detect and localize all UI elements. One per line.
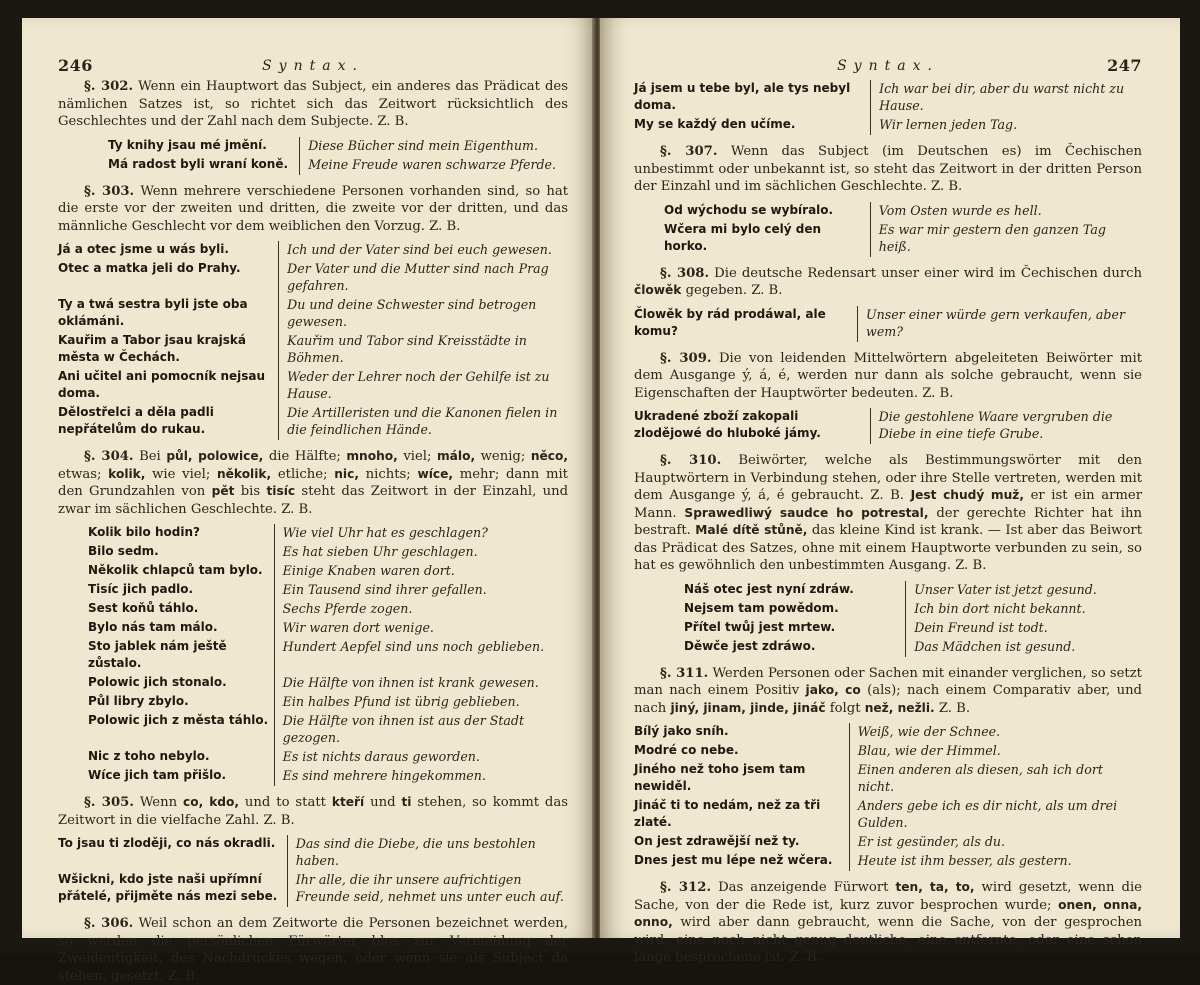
section-305 [58, 794, 568, 829]
german-translation: Anders gebe ich es dir nicht, als um drei Gulden. [849, 797, 1142, 833]
german-translation: Unser einer würde gern verkaufen, aber wem? [858, 306, 1142, 342]
czech-term: než, nežli. [864, 700, 935, 715]
example-row [58, 835, 568, 871]
text: Bei [139, 449, 167, 464]
text: etwas; [58, 466, 109, 482]
left-page-header [58, 56, 568, 78]
example-row [58, 404, 568, 440]
czech-term: kteří [331, 795, 365, 809]
right-page [600, 18, 1180, 965]
german-translation: Du und deine Schwester sind betrogen gewesen. [279, 296, 568, 332]
section-310 [634, 452, 1142, 575]
czech-example: Já jsem u tebe byl, ale tys nebyl doma. [634, 81, 851, 112]
section-number: §. 302. [84, 79, 134, 94]
example-row [58, 296, 568, 332]
running-head: Syntax. [262, 58, 364, 74]
german-translation: Wie viel Uhr hat es geschlagen? [274, 524, 568, 543]
german-translation: Sechs Pferde zogen. [274, 600, 568, 619]
section-number: §. 309. [660, 350, 712, 366]
german-translation: Ich war bei dir, aber du warst nicht zu Hause. [871, 80, 1142, 116]
german-translation: Ich und der Vater sind bei euch gewesen. [279, 241, 568, 260]
example-row [58, 674, 568, 693]
czech-example: Nejsem tam powědom. [684, 600, 839, 615]
czech-term: co, kdo, [183, 795, 240, 809]
czech-term: nic, [334, 466, 359, 481]
czech-example: On jest zdrawější než ty. [634, 834, 800, 848]
example-table-311 [634, 723, 1142, 871]
czech-term: Sprawedliwý saudce ho potrestal, [684, 505, 929, 520]
example-row [634, 619, 1142, 638]
german-translation: Der Vater und die Mutter sind nach Prag gefahren. [279, 260, 568, 296]
czech-example: Půl libry zbylo. [88, 694, 189, 708]
czech-term: kolik, [108, 466, 146, 481]
section-text: Weil schon an dem Zeitworte die Personen bezeichnet werden, so werden die persönlichen Fürwörter blos zur Vermeidung der Zweideutigkeit, des Nachdruckes wegen, oder wenn sie als Subject da stehen, gesetzt. Z. B. [58, 916, 568, 984]
german-translation: Wir waren dort wenige. [274, 619, 568, 638]
german-translation: Ihr alle, die ihr unsere aufrichtigen Freunde seid, nehmet uns unter euch auf. [287, 871, 568, 907]
section-number: §. 308. [660, 265, 710, 281]
example-table-305 [58, 835, 568, 907]
text: das kleine Kind ist krank. — Ist aber das Beiwort das Prädicat des Satzes, ohne mit einem Hauptworte verbunden zu sein, so hat es gewöhnlich den unbestimmten Ausgang. Z. B. [634, 523, 1143, 573]
text: wenig; [475, 449, 531, 464]
german-translation: Einige Knaben waren dort. [274, 562, 568, 581]
text: und [364, 795, 402, 810]
czech-example: Ukradené zboží zakopali zlodějowé do hluboké jámy. [634, 409, 821, 440]
section-309 [634, 350, 1142, 403]
text: stehen, so kommt das Zeitwort in die vielfache Zahl. Z. B. [58, 795, 568, 828]
czech-example: Člowěk by rád prodáwal, ale komu? [634, 306, 826, 338]
czech-example: Ty a twá sestra byli jste oba oklámáni. [58, 297, 248, 328]
example-row [58, 562, 568, 581]
czech-term: Malé dítě stůně, [695, 523, 808, 537]
czech-example: Wšickni, kdo jste naši upřímní přátelé, přijměte nás mezi sebe. [58, 872, 278, 903]
example-row [58, 156, 568, 175]
section-text: Wenn das Subject (im Deutschen es) im Čechischen unbestimmt oder unbekannt ist, so steht das Zeitwort in der dritten Person der Einzahl und im sächlichen Geschlechte. Z. B. [634, 144, 1142, 194]
example-row [634, 116, 1142, 135]
example-row [634, 797, 1142, 833]
section-312 [634, 879, 1142, 967]
text: er ist ein armer Mann. [634, 488, 1142, 521]
german-translation: Meine Freude waren schwarze Pferde. [300, 156, 568, 175]
czech-example: Já a otec jsme u wás byli. [58, 242, 229, 256]
text: und to statt [239, 795, 332, 810]
example-row [58, 332, 568, 368]
czech-example: Kolik bilo hodin? [88, 525, 200, 539]
czech-example: Náš otec jest nyní zdráw. [684, 581, 854, 596]
czech-term: tisíc [266, 484, 296, 498]
czech-example: Wčera mi bylo celý den horko. [664, 221, 822, 253]
example-row [634, 221, 1142, 257]
german-translation: Ich bin dort nicht bekannt. [906, 600, 1142, 619]
german-translation: Er ist gesünder, als du. [849, 833, 1142, 852]
section-308 [634, 265, 1142, 300]
example-row [58, 524, 568, 543]
section-304 [58, 448, 568, 518]
example-row [634, 80, 1142, 116]
text: viel; [397, 449, 437, 464]
section-text: Wenn ein Hauptwort das Subject, ein anderes das Prädicat des nämlichen Satzes ist, so richtet sich das Zeitwort rücksichtlich des Geschlechtes und der Zahl nach dem Subjecte. Z. B. [58, 79, 569, 129]
example-row [634, 306, 1142, 342]
text: steht das Zeitwort in der Einzahl, und zwar im sächlichen Geschlechte. Z. B. [58, 484, 569, 517]
example-table-309 [634, 408, 1142, 444]
section-text: Die von leidenden Mittelwörtern abgeleiteten Beiwörter mit dem Ausgange ý, á, é, werden nur dann als solche gebraucht, wenn sie Eigenschaften der Hauptwörter bedeuten. Z. B. [634, 350, 1142, 401]
example-table-304 [58, 524, 568, 786]
german-translation: Vom Osten wurde es hell. [870, 202, 1142, 221]
example-table-302 [58, 137, 568, 175]
example-row [634, 581, 1142, 600]
page-number: 246 [58, 56, 93, 75]
german-translation: Es hat sieben Uhr geschlagen. [274, 543, 568, 562]
text: bis [234, 484, 267, 499]
german-translation: Das sind die Diebe, die uns bestohlen haben. [287, 835, 568, 871]
german-translation: Blau, wie der Himmel. [849, 742, 1142, 761]
section-307 [634, 143, 1142, 196]
example-row [58, 619, 568, 638]
german-translation: Ein halbes Pfund ist übrig geblieben. [274, 693, 568, 712]
text: mehr; dann mit den Grundzahlen von [58, 466, 568, 499]
czech-example: Sto jablek nám ještě zůstalo. [88, 639, 227, 670]
example-row [58, 871, 568, 907]
german-translation: Einen anderen als diesen, sah ich dort nicht. [849, 761, 1142, 797]
section-number: §. 305. [84, 795, 134, 810]
text: wird aber dann gebraucht, wenn die Sache, von der gesprochen wird, eine noch nicht genug deutliche, eine entfernte, oder eine schon lange besprochene ist. Z. B. [634, 915, 1142, 965]
text: folgt [825, 700, 865, 716]
example-row [634, 723, 1142, 742]
czech-example: Otec a matka jeli do Prahy. [58, 261, 241, 275]
german-translation: Die Hälfte von ihnen ist krank gewesen. [274, 674, 568, 693]
text: Z. B. [934, 700, 971, 716]
section-311 [634, 665, 1142, 718]
left-page [22, 18, 594, 984]
example-table-306 [634, 80, 1142, 135]
example-row [634, 408, 1142, 444]
german-translation: Wir lernen jeden Tag. [871, 116, 1142, 135]
czech-example: Ty knihy jsau mé jmění. [108, 137, 267, 152]
czech-term: málo, [436, 449, 476, 463]
section-306 [58, 915, 568, 985]
german-translation: Es war mir gestern den ganzen Tag heiß. [870, 221, 1142, 257]
text: wie viel; [145, 466, 217, 482]
czech-example: Nic z toho nebylo. [88, 749, 210, 763]
text: Werden Personen oder Sachen mit einander verglichen, so setzt man nach einem Positiv [634, 665, 1142, 698]
text: Beiwörter, welche als Bestimmungswörter mit den Hauptwörtern in Verbindung stehen, oder ihre Stelle vertreten, werden mit dem Ausgange ý, á, é gebraucht. Z. B. [634, 453, 1142, 503]
czech-example: Dnes jest mu lépe než wčera. [634, 853, 833, 867]
text: (als); nach einem Comparativ aber, und nach [634, 683, 1143, 716]
section-302 [58, 78, 568, 131]
section-303 [58, 183, 568, 236]
czech-example: To jsau ti zloději, co nás okradli. [58, 836, 276, 850]
text: nichts; [358, 466, 418, 482]
text: gegeben. Z. B. [681, 283, 783, 298]
czech-term: wíce, [417, 466, 454, 481]
section-text: Wenn mehrere verschiedene Personen vorhanden sind, so hat die erste vor der zweiten und dritten, die zweite vor der dritten, und das männliche Geschlecht vor dem weiblichen den Vorzug. Z. B. [58, 183, 569, 234]
example-row [58, 600, 568, 619]
example-row [58, 767, 568, 786]
example-row [634, 202, 1142, 221]
czech-example: Od wýchodu se wybíralo. [664, 202, 834, 217]
example-table-307 [634, 202, 1142, 257]
section-number: §. 311. [660, 665, 709, 681]
section-number: §. 307. [660, 144, 718, 159]
text: Die deutsche Redensart unser einer wird im Čechischen durch [714, 265, 1142, 281]
german-translation: Ein Tausend sind ihrer gefallen. [274, 581, 568, 600]
section-number: §. 306. [84, 916, 134, 931]
german-translation: Kauřim und Tabor sind Kreisstädte in Böhmen. [279, 332, 568, 368]
right-page-header [634, 56, 1142, 78]
czech-term: jiný, jinam, jinde, jináč [670, 700, 826, 715]
german-translation: Unser Vater ist jetzt gesund. [906, 581, 1142, 600]
czech-example: Bilo sedm. [88, 544, 159, 558]
czech-example: Modré co nebe. [634, 743, 739, 757]
czech-example: Kauřim a Tabor jsau krajská města w Čechách. [58, 333, 246, 364]
example-row [634, 638, 1142, 657]
czech-term: ten, ta, to, [895, 880, 975, 894]
german-translation: Hundert Aepfel sind uns noch geblieben. [274, 638, 568, 674]
example-row [58, 368, 568, 404]
czech-example: My se každý den učíme. [634, 117, 796, 131]
czech-example: Polowic jich z města táhlo. [88, 713, 269, 727]
czech-example: Několik chlapců tam bylo. [88, 563, 263, 577]
czech-example: Přítel twůj jest mrtew. [684, 619, 836, 634]
example-row [58, 543, 568, 562]
czech-example: Jináč ti to nedám, než za tři zlaté. [634, 798, 821, 829]
page-number: 247 [1107, 56, 1142, 75]
example-table-310 [634, 581, 1142, 657]
section-number: §. 303. [84, 183, 135, 199]
german-translation: Heute ist ihm besser, als gestern. [849, 852, 1142, 871]
example-row [634, 600, 1142, 619]
example-row [634, 742, 1142, 761]
czech-example: Polowic jich stonalo. [88, 675, 227, 689]
example-row [58, 581, 568, 600]
example-row [58, 638, 568, 674]
text: die Hälfte; [263, 449, 347, 464]
czech-example: Tisíc jich padlo. [88, 582, 194, 596]
example-row [58, 693, 568, 712]
czech-term: jako, co [805, 683, 861, 697]
czech-example: Sest koňů táhlo. [88, 601, 199, 615]
german-translation: Diese Bücher sind mein Eigenthum. [300, 137, 568, 156]
example-row [58, 241, 568, 260]
german-translation: Weiß, wie der Schnee. [849, 723, 1142, 742]
text: wird gesetzt, wenn die Sache, von der die Rede ist, kurz zuvor besprochen wurde; [634, 880, 1142, 913]
text: der gerechte Richter hat ihn bestraft. [634, 505, 1142, 538]
section-number: §. 310. [660, 453, 722, 468]
example-row [634, 833, 1142, 852]
czech-example: Bylo nás tam málo. [88, 620, 218, 634]
german-translation: Das Mädchen ist gesund. [906, 638, 1142, 657]
example-row [58, 712, 568, 748]
czech-example: Má radost byli wraní koně. [108, 156, 289, 171]
german-translation: Die Artilleristen und die Kanonen fielen in die feindlichen Hände. [279, 404, 568, 440]
german-translation: Die Hälfte von ihnen ist aus der Stadt gezogen. [274, 712, 568, 748]
czech-example: Dělostřelci a děla padli nepřátelům do rukau. [58, 405, 214, 436]
czech-example: Jiného než toho jsem tam newiděl. [634, 762, 806, 793]
czech-term: něco, [530, 449, 568, 463]
czech-example: Bílý jako sníh. [634, 724, 729, 738]
german-translation: Dein Freund ist todt. [906, 619, 1142, 638]
example-row [634, 852, 1142, 871]
czech-term: mnoho, [346, 449, 398, 463]
example-row [634, 761, 1142, 797]
czech-example: Ani učitel ani pomocník nejsau doma. [58, 369, 266, 400]
czech-term: onen, onna, onno, [634, 897, 1142, 929]
german-translation: Es sind mehrere hingekommen. [274, 767, 568, 786]
czech-term: několik, [216, 466, 272, 481]
example-table-303 [58, 241, 568, 440]
czech-example: Děwče jest zdráwo. [684, 638, 816, 653]
section-number: §. 304. [84, 449, 134, 464]
german-translation: Weder der Lehrer noch der Gehilfe ist zu Hause. [279, 368, 568, 404]
example-table-308 [634, 306, 1142, 342]
example-row [58, 748, 568, 767]
czech-term: ti [401, 795, 412, 809]
czech-term: člowěk [634, 283, 682, 297]
example-row [58, 260, 568, 296]
czech-term: půl, polowice, [166, 449, 264, 463]
text: etliche; [271, 466, 335, 482]
running-head: Syntax. [837, 58, 939, 74]
czech-term: Jest chudý muž, [910, 488, 1025, 502]
text: Das anzeigende Fürwort [718, 880, 896, 895]
example-row [58, 137, 568, 156]
czech-example: Wíce jich tam přišlo. [88, 768, 227, 782]
german-translation: Die gestohlene Waare vergruben die Diebe in eine tiefe Grube. [870, 408, 1142, 444]
czech-term: pět [211, 484, 235, 498]
text: Wenn [139, 795, 184, 810]
german-translation: Es ist nichts daraus geworden. [274, 748, 568, 767]
section-number: §. 312. [660, 880, 712, 895]
